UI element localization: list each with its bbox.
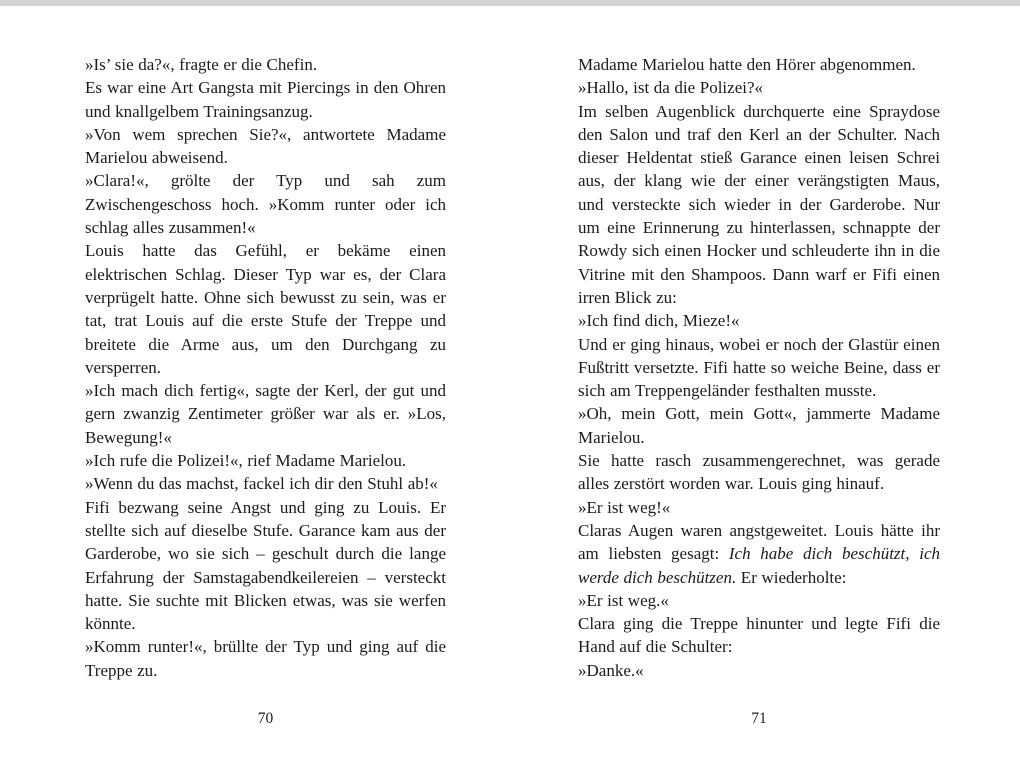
paragraph: Und er ging hinaus, wobei er noch der Glastür einen Fußtritt versetzte. Fifi hatte so weiche Beine, dass er sich am Treppengeländer festhalten musste. <box>578 334 940 401</box>
top-edge-divider <box>0 0 1020 6</box>
paragraph: »Is’ sie da?«, fragte er die Chefin. <box>85 55 318 74</box>
paragraph: »Wenn du das machst, fackel ich dir den Stuhl ab!« <box>85 474 438 494</box>
paragraph: Im selben Augenblick durchquerte eine Spraydose den Salon und traf den Kerl an der Schulter. Nach dieser Heldentat stieß Garance einen leisen Schrei aus, der klang wie der einer verängstigten Maus, und versteckte sich wieder in der Garderobe. Nur um eine Erinnerung zu hinterlassen, schnappte der Rowdy sich einen Hocker und schleuderte ihn in die Vitrine mit den Shampoos. Dann warf er Fifi einen irren Blick zu: <box>578 101 940 307</box>
paragraph: Clara ging die Treppe hinunter und legte Fifi die Hand auf die Schulter: <box>578 614 940 657</box>
paragraph: »Ich find dich, Mieze!« <box>578 311 740 331</box>
paragraph: Sie hatte rasch zusammengerechnet, was gerade alles zerstört worden war. Louis ging hinauf. <box>578 451 940 494</box>
paragraph: »Ich rufe die Polizei!«, rief Madame Marielou. <box>85 451 407 471</box>
paragraph: »Er ist weg.« <box>578 590 669 610</box>
paragraph: »Clara!«, grölte der Typ und sah zum Zwischengeschoss hoch. »Komm runter oder ich schlag alles zusammen!« <box>85 171 446 238</box>
paragraph-with-emphasis <box>578 519 940 589</box>
paragraph: Es war eine Art Gangsta mit Piercings in den Ohren und knallgelbem Trainingsanzug. <box>85 78 446 121</box>
page-number: 70 <box>257 710 274 727</box>
emphasized-text: Ich habe dich beschützt, ich werde dich beschützen. <box>578 544 940 587</box>
paragraph: »Komm runter!«, brüllte der Typ und ging auf die Treppe zu. <box>85 637 446 680</box>
paragraph: »Hallo, ist da die Polizei?« <box>578 78 764 98</box>
paragraph: »Er ist weg!« <box>578 497 671 517</box>
page-left <box>85 53 446 682</box>
paragraph: »Von wem sprechen Sie?«, antwortete Madame Marielou abweisend. <box>85 124 446 168</box>
paragraph: »Danke.« <box>578 660 644 680</box>
paragraph-text: Claras Augen waren angstgeweitet. Louis hätte ihr am liebsten gesagt: <box>578 520 940 564</box>
paragraph: »Ich mach dich fertig«, sagte der Kerl, der gut und gern zwanzig Zentimeter größer war als er. »Los, Bewegung!« <box>85 381 446 447</box>
paragraph: Fifi bezwang seine Angst und ging zu Louis. Er stellte sich auf dieselbe Stufe. Garance kam aus der Garderobe, wo sie sich – geschult durch die lange Erfahrung der Samstagabendkeilereien – versteckt hatte. Sie suchte mit Blicken etwas, was sie werfen könnte. <box>85 497 446 634</box>
paragraph: »Oh, mein Gott, mein Gott«, jammerte Madame Marielou. <box>578 404 940 447</box>
paragraph: Louis hatte das Gefühl, er bekäme einen elektrischen Schlag. Dieser Typ war es, der Clara verprügelt hatte. Ohne sich bewusst zu sein, was er tat, trat Louis auf die erste Stufe der Treppe und breitete die Arme aus, um den Durchgang zu versperren. <box>85 241 446 377</box>
page-number: 71 <box>751 710 767 727</box>
paragraph-text: Er wiederholte: <box>736 567 847 587</box>
paragraph: Madame Marielou hatte den Hörer abgenommen. <box>578 55 916 74</box>
page-right <box>578 53 940 682</box>
